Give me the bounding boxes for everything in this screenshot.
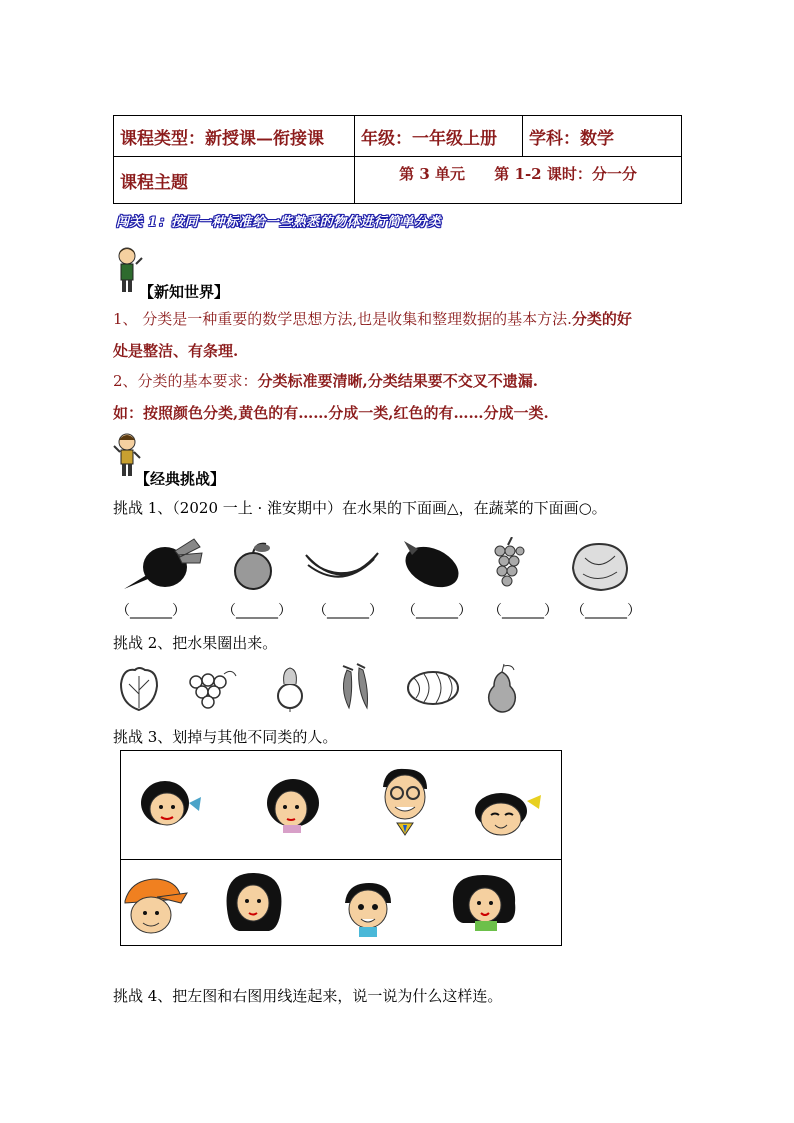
topic-label-cell: 课程主题	[114, 157, 355, 204]
answer-blank-1[interactable]: （______）	[116, 603, 186, 619]
grape-bunch-icon	[184, 664, 240, 712]
people-grid	[120, 750, 562, 946]
knowledge-line-1b: 处是整洁、有条理.	[113, 342, 239, 360]
lesson-header-table	[113, 115, 682, 204]
knowledge-line-3: 如：按照颜色分类,黄色的有……分成一类,红色的有……分成一类.	[113, 404, 549, 422]
woman-long-hair-icon[interactable]	[219, 869, 289, 937]
answer-blank-4[interactable]: （______）	[402, 603, 472, 619]
knowledge-line-1: 1、 分类是一种重要的数学思想方法,也是收集和整理数据的基本方法.分类的好	[113, 310, 632, 328]
level-goal: 闯关 1：按同一种标准给一些熟悉的物体进行简单分类	[116, 215, 442, 230]
people-grid-divider	[121, 859, 561, 860]
peach-icon	[228, 538, 278, 593]
lesson-text: 第 1-2 课时：分一分	[494, 165, 637, 183]
girl-face-icon[interactable]	[131, 775, 211, 831]
answer-blank-2[interactable]: （______）	[222, 603, 292, 619]
radish-icon	[120, 533, 210, 593]
challenge-2-text: 挑战 2、把水果圈出来。	[113, 634, 278, 652]
man-glasses-icon[interactable]	[373, 765, 437, 837]
unit-text: 第 3 单元	[399, 165, 466, 183]
grade-cell: 年级：一年级上册	[355, 116, 523, 157]
challenge-4-text: 挑战 4、把左图和右图用线连起来，说一说为什么这样连。	[113, 987, 503, 1005]
bok-choy-icon	[115, 664, 163, 712]
cabbage-icon	[565, 538, 635, 594]
pear-icon	[482, 662, 522, 714]
watermelon-icon	[404, 668, 462, 708]
answer-blank-6[interactable]: （______）	[571, 603, 641, 619]
subject-cell: 学科：数学	[523, 116, 682, 157]
white-radish-icon	[270, 664, 310, 712]
challenge-3-text: 挑战 3、划掉与其他不同类的人。	[113, 728, 338, 746]
banana-icon	[302, 545, 382, 590]
boy-cap-icon[interactable]	[121, 873, 191, 943]
girl-smile-icon[interactable]	[467, 787, 553, 843]
grape-icon	[490, 537, 526, 593]
woman-face-icon[interactable]	[261, 777, 327, 835]
topic-cell	[355, 157, 682, 204]
answer-blank-5[interactable]: （______）	[488, 603, 558, 619]
challenge-title: 【经典挑战】	[135, 470, 226, 488]
woman-curly-hair-icon[interactable]	[447, 871, 527, 935]
knowledge-line-2: 2、分类的基本要求：分类标准要清晰,分类结果要不交叉不遗漏.	[113, 372, 538, 390]
answer-blank-3[interactable]: （______）	[313, 603, 383, 619]
chili-pepper-icon	[333, 662, 383, 712]
new-knowledge-title: 【新知世界】	[139, 283, 230, 301]
challenge-1-text: 挑战 1、（2020 一上 · 淮安期中）在水果的下面画△，在蔬菜的下面画○。	[113, 499, 607, 517]
course-type-cell: 课程类型：新授课—衔接课	[114, 116, 355, 157]
eggplant-icon	[398, 535, 464, 591]
boy-face-icon[interactable]	[339, 879, 397, 939]
